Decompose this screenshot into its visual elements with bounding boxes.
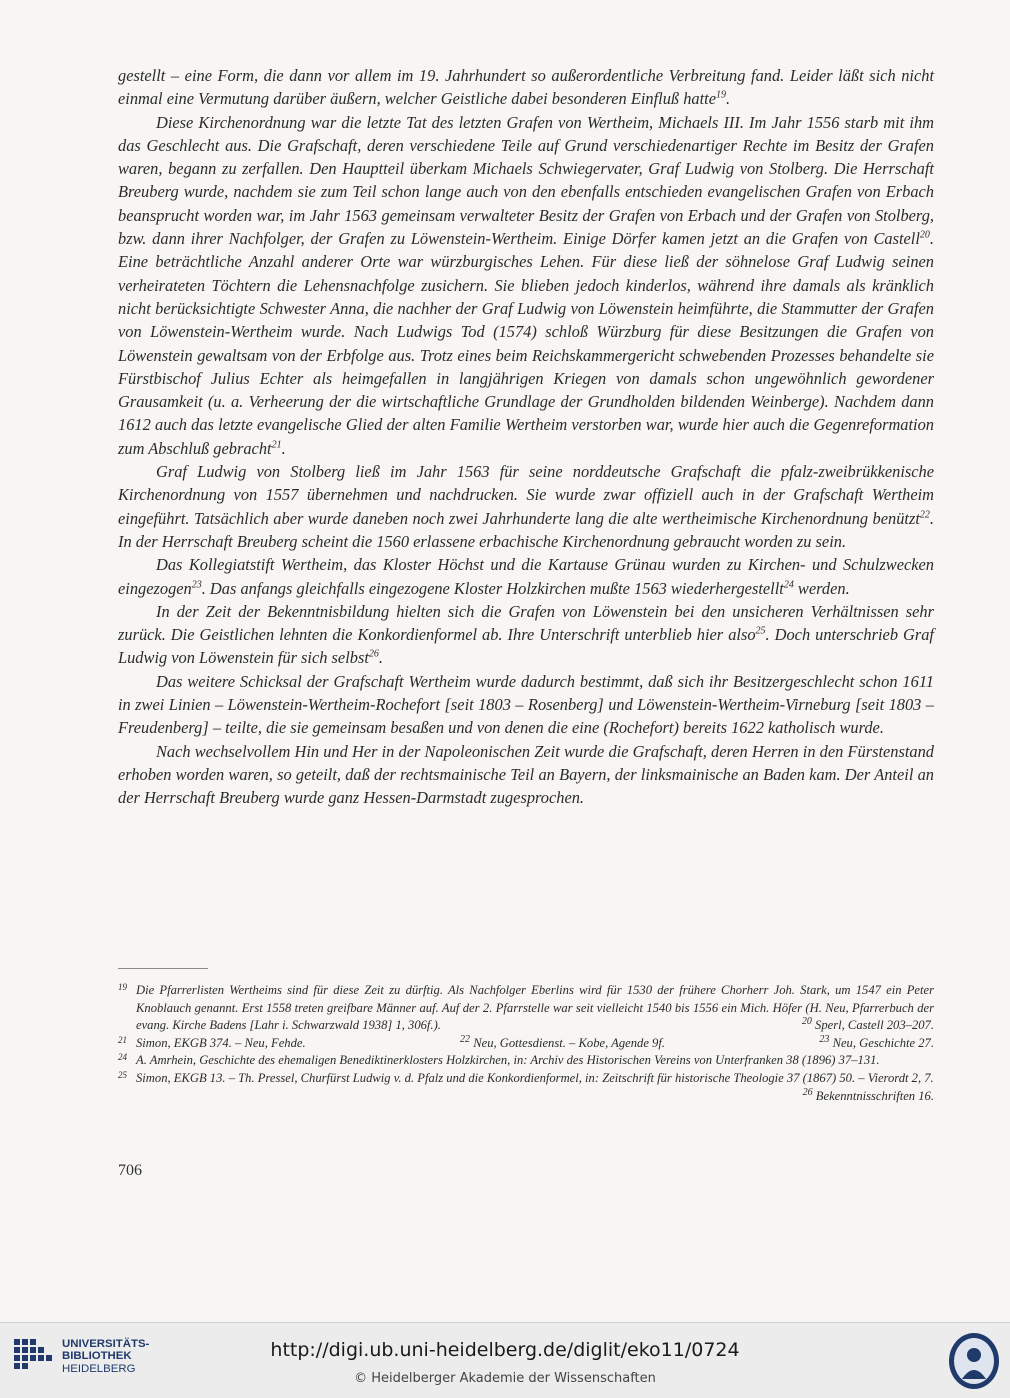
footnote-separator bbox=[118, 968, 208, 969]
footnote-26 bbox=[803, 1088, 934, 1106]
paragraph bbox=[118, 64, 934, 111]
footnote-number: 19 bbox=[118, 982, 127, 992]
footnote-19 bbox=[118, 982, 934, 1035]
paragraph-text: . bbox=[726, 89, 731, 109]
body-text bbox=[118, 64, 934, 810]
university-seal-icon[interactable] bbox=[946, 1331, 1002, 1391]
paragraph-text: In der Zeit der Bekenntnisbildung hielten sich die Grafen von Löwenstein bei den unsicheren Verhältnissen sehr zurück. Die Geistlichen lehnten die Konkordienformel ab. Ihre Unterschrift unterblieb hier also bbox=[118, 601, 934, 645]
permalink-url[interactable]: http://digi.ub.uni-heidelberg.de/diglit/eko11/0724 bbox=[270, 1339, 740, 1361]
paragraph-text: . In der Herrschaft Breuberg scheint die 1560 erlassene erbachische Kirchenordnung gebraucht worden zu sein. bbox=[118, 508, 934, 551]
footnote-number: 25 bbox=[118, 1069, 127, 1080]
paragraph-text: . bbox=[281, 438, 286, 458]
paragraph bbox=[118, 600, 934, 670]
paragraph-text: Das Kollegiatstift Wertheim, das Kloster Höchst und die Kartause Grünau wurden zu Kirchen- und Schulzwecken eingezogen bbox=[118, 555, 934, 598]
paragraph bbox=[118, 111, 934, 460]
footnote-25 bbox=[118, 1069, 934, 1103]
footnote-reference[interactable]: 24 bbox=[783, 579, 794, 591]
paragraph-text: . bbox=[378, 648, 383, 668]
footnotes bbox=[118, 982, 934, 1105]
paragraph-text: Diese Kirchenordnung war die letzte Tat des letzten Grafen von Wertheim, Michaels III. Im Jahr 1556 starb mit ihm das Geschlecht aus. Die Grafschaft, deren verschiedene Teile auf Grund verschiedenartiger Rechte im Besitz der Grafen waren, begann zu zerfallen. Den Hauptteil überkam Michaels Schwiegervater, Graf Ludwig von Stolberg. Die Herrschaft Breuberg wurde, nachdem sie zum Teil schon lange auch von den ebenfalls entschieden evangelischen Grafen von Erbach beansprucht worden war, im Jahr 1563 gemeinsam verwalteter Besitz der Grafen von Erbach und der Grafen von Stolberg, bzw. dann ihrer Nachfolger, der Grafen zu Löwenstein-Wertheim. Einige Dörfer kamen jetzt an die Grafen von Castell bbox=[118, 112, 934, 249]
library-name-line: UNIVERSITÄTS- bbox=[62, 1338, 150, 1350]
copyright-notice: © Heidelberger Akademie der Wissenschaften bbox=[354, 1371, 656, 1386]
paragraph bbox=[118, 553, 934, 600]
paragraph-text: Nach wechselvollem Hin und Her in der Napoleonischen Zeit wurde die Grafschaft, deren Herren in den Fürstenstand erhoben worden waren, so geteilt, daß der rechtsmainische Teil an Bayern, der linksmainische an Baden kam. Der Anteil an der Herrschaft Breuberg wurde ganz Hessen-Darmstadt zugesprochen. bbox=[118, 741, 934, 808]
paragraph bbox=[118, 460, 934, 553]
footnote-reference[interactable]: 20 bbox=[919, 229, 930, 241]
footnote-number: 24 bbox=[118, 1052, 127, 1063]
footnote-number: 21 bbox=[118, 1034, 127, 1045]
footnote-text: Neu, Geschichte 27. bbox=[832, 1035, 934, 1050]
paragraph-text: . Das anfangs gleichfalls eingezogene Kloster Holzkirchen mußte 1563 wiederhergestellt bbox=[201, 578, 784, 598]
footnote-number: 26 bbox=[802, 1086, 813, 1098]
footnote-24 bbox=[118, 1052, 934, 1070]
footnote-text: Sperl, Castell 203–207. bbox=[815, 1018, 934, 1033]
paragraph bbox=[118, 740, 934, 810]
footnote-21-23 bbox=[118, 1035, 934, 1053]
page-number: 706 bbox=[118, 1162, 142, 1179]
footnote-text: Neu, Gottesdienst. – Kobe, Agende 9f. bbox=[473, 1035, 665, 1050]
paragraph-text: . Doch unterschrieb Graf Ludwig von Löwenstein für sich selbst bbox=[118, 625, 934, 668]
footnote-text: Die Pfarrerlisten Wertheims sind für diese Zeit zu dürftig. Als Nachfolger Eberlins wird für 1530 der frühere Chorherr Joh. Stark, um 1547 ein Peter Knoblauch genannt. Erst 1558 treten greifbare Männer auf. Auf der 2. Pfarrstelle war seit vielleicht 1540 bis 1556 ein Mich. Höfer (H. Neu, Pfarrerbuch der evang. Kirche Badens [Lahr i. Schwarzwald 1938] 1, 306f.). bbox=[136, 983, 934, 1033]
footnote-reference[interactable]: 26 bbox=[368, 648, 379, 660]
paragraph bbox=[118, 670, 934, 740]
paragraph-text: . Eine beträchtliche Anzahl anderer Orte war würzburgisches Lehen. Für diese ließ der söhnelose Graf Ludwig seinen verheirateten Töchtern die Lehensnachfolge zusichern. Sie blieben jedoch kinderlos, während ihre damals als kränklich nicht berücksichtigte Schwester Anna, die nachher der Graf Ludwig von Löwenstein heimführte, die Stammutter der Grafen von Löwenstein-Wertheim wurde. Nach Ludwigs Tod (1574) schloß Würzburg für diese Besitzungen die Grafen von Löwenstein gewaltsam von der Erbfolge aus. Trotz eines beim Reichskammergericht schwebenden Prozesses behandelte sie Fürstbischof Julius Echter als heimgefallen in langjährigen Kriegen von damals schon ungewöhnlich gewordener Grausamkeit (u. a. Verheerung der die wirtschaftliche Grundlage der Grundholden bildenden Weinberge). Nachdem dann 1612 auch das letzte evangelische Glied der alten Familie Wertheim verstorben war, wurde hier auch die Gegenreformation zum Abschluß gebracht bbox=[118, 229, 934, 458]
footnote-reference[interactable]: 23 bbox=[191, 579, 202, 591]
paragraph-text: werden. bbox=[793, 578, 850, 598]
library-name-line: HEIDELBERG bbox=[62, 1362, 136, 1375]
footnote-23 bbox=[819, 1035, 934, 1053]
footnote-20 bbox=[802, 1017, 934, 1035]
library-name-line: BIBLIOTHEK bbox=[62, 1350, 132, 1363]
footnote-reference[interactable]: 25 bbox=[755, 625, 766, 637]
footnote-reference[interactable]: 21 bbox=[271, 439, 282, 451]
footnote-reference[interactable]: 22 bbox=[919, 509, 930, 521]
footnote-text: Simon, EKGB 13. – Th. Pressel, Churfürst Ludwig v. d. Pfalz und die Konkordienformel, in: Zeitschrift für historische Theologie 37 (1867) 50. – Vierordt 2, 7. bbox=[136, 1070, 934, 1085]
footnote-21: Simon, EKGB 374. – Neu, Fehde. bbox=[136, 1035, 306, 1050]
paragraph-text: gestellt – eine Form, die dann vor allem im 19. Jahrhundert so außerordentliche Verbreitung fand. Leider läßt sich nicht einmal eine Vermutung darüber äußern, welcher Geistliche dabei besonderen Einfluß hatte bbox=[118, 66, 934, 109]
footnote-number: 22 bbox=[460, 1033, 471, 1045]
footnote-22 bbox=[460, 1035, 665, 1053]
viewer-footer bbox=[0, 1322, 1010, 1398]
paragraph-text: Graf Ludwig von Stolberg ließ im Jahr 1563 für seine norddeutsche Grafschaft die pfalz-zweibrükkenische Kirchenordnung von 1557 übernehmen und nachdrucken. Sie wurde zwar offiziell auch in der Grafschaft Wertheim eingeführt. Tatsächlich aber wurde daneben noch zwei Jahrhunderte lang die alte wertheimische Kirchenordnung benützt bbox=[118, 462, 934, 528]
footnote-number: 23 bbox=[819, 1033, 830, 1045]
footnote-text: A. Amrhein, Geschichte des ehemaligen Benediktinerklosters Holzkirchen, in: Archiv des Historischen Vereins von Unterfranken 38 (1896) 37–131. bbox=[136, 1053, 880, 1068]
footnote-reference[interactable]: 19 bbox=[716, 89, 726, 101]
footnote-number: 20 bbox=[801, 1016, 812, 1027]
paragraph-text: Das weitere Schicksal der Grafschaft Wertheim wurde dadurch bestimmt, daß sich ihr Besitzergeschlecht schon 1611 in zwei Linien – Löwenstein-Wertheim-Rochefort [seit 1803 – Rosenberg] und Löwenstein-Wertheim-Virneburg [seit 1803 – Freudenberg] – teilte, die sie gemeinsam besaßen und von denen die eine (Rochefort) bereits 1622 katholisch wurde. bbox=[118, 671, 934, 738]
footnote-text: Bekenntnisschriften 16. bbox=[815, 1088, 934, 1103]
